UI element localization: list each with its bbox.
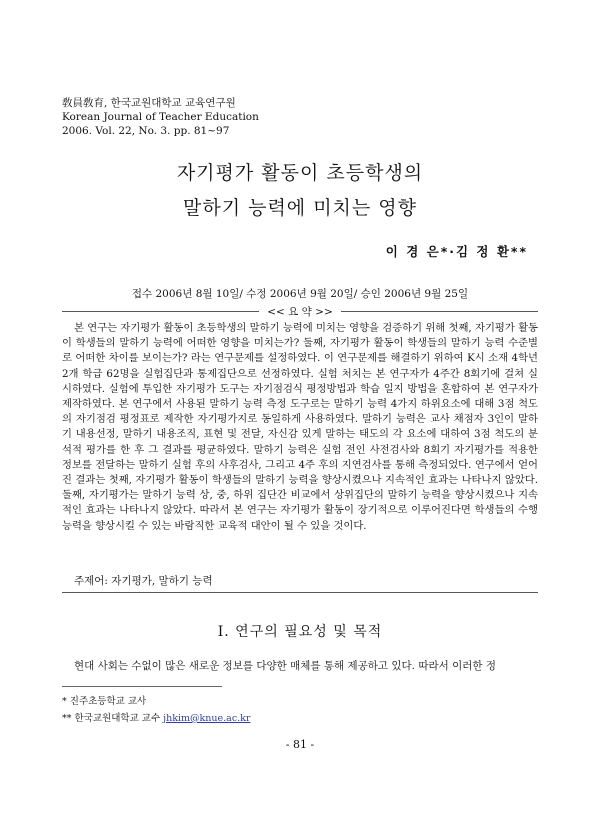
- journal-name-english: Korean Journal of Teacher Education: [62, 111, 259, 123]
- abstract-heading-rule-right: [341, 311, 538, 312]
- page-number: - 81 -: [285, 738, 315, 751]
- email-link[interactable]: jhkim@knue.ac.kr: [163, 713, 251, 724]
- footnote-1: * 진주초등학교 교사: [62, 696, 147, 707]
- footnote-2-text: ** 한국교원대학교 교수: [62, 713, 164, 724]
- abstract-heading-label: << 요 약 >>: [267, 306, 333, 318]
- paper-title-line2: 말하기 능력에 미치는 영향: [182, 197, 417, 219]
- authors: 이 경 은*·김 정 환**: [385, 244, 528, 259]
- keywords: 주제어: 자기평가, 말하기 능력: [74, 575, 213, 587]
- abstract-heading: [62, 304, 538, 319]
- paper-title-line1: 자기평가 활동이 초등학생의: [176, 162, 424, 184]
- abstract-text: 본 연구는 자기평가 활동이 초등학생의 말하기 능력에 미치는 영향을 검증하기 위해 첫째, 자기평가 활동이 학생들의 말하기 능력에 어떠한 영향을 미치는가? 둘째, 자기평가 활동이 학생들의 말하기 능력 수준별로 어떠한 차이를 보이는가? 라는 연구문제를 설정하였다. 이 연구문제를 해결하기 위하여 K시 소재 4학년 2개 학급 62명을 실험집단과 통제집단으로 선정하였다. 실험 처치는 본 연구자가 4주간 8회기에 걸쳐 실시하였다. 실험에 투입한 자기평가 도구는 자기점검식 평정방법과 학습 일지 방법을 혼합하여 본 연구자가 제작하였다. 본 연구에서 사용된 말하기 능력 측정 도구로는 말하기 능력 4가지 하위요소에 대해 3점 척도의 자기점검 평정표로 제작한 자기평가지로 동일하게 사용하였다. 말하기 능력은 교사 채점자 3인이 말하기 내용선정, 말하기 내용조직, 표현 및 전달, 자신감 있게 말하는 태도의 각 요소에 대하여 3점 척도의 분석적 평가를 한 후 그 결과를 평균하였다. 말하기 능력은 실험 전인 사전검사와 8회기 자기평가를 적용한 정보를 전달하는 말하기 실험 후의 사후검사, 그리고 4주 후의 지연검사를 통해 측정되었다. 연구에서 얻어진 결과는 첫째, 자기평가 활동이 학생들의 말하기 능력을 향상시켰으나 지속적인 효과는 나타나지 않았다. 둘째, 자기평가는 말하기 능력 상, 중, 하위 집단간 비교에서 상위집단의 말하기 능력을 향상시켰으나 지속적인 효과는 나타나지 않았다. 따라서 본 연구는 자기평가 활동이 장기적으로 이루어진다면 학생들의 수행능력을 향상시킬 수 있는 바람직한 교육적 대안이 될 수 있을 것이다.: [62, 322, 538, 532]
- abstract-heading-rule-left: [62, 311, 259, 312]
- body-first-line: 현대 사회는 수없이 많은 새로운 정보를 다양한 매체를 통해 제공하고 있다. 따라서 이러한 정: [74, 660, 497, 672]
- abstract-bottom-rule: [62, 592, 538, 593]
- section-heading: Ⅰ. 연구의 필요성 및 목적: [217, 624, 383, 640]
- journal-name-korean: 敎員敎育, 한국교원대학교 교육연구원: [62, 97, 236, 109]
- journal-volume: 2006. Vol. 22, No. 3. pp. 81~97: [62, 125, 230, 137]
- footnote-rule: [62, 686, 222, 687]
- submission-dates: 접수 2006년 8월 10일/ 수정 2006년 9월 20일/ 승인 2006년 9월 25일: [131, 288, 469, 300]
- footnote-2: [62, 710, 250, 724]
- abstract-body: [62, 321, 538, 534]
- journal-info: [62, 96, 259, 138]
